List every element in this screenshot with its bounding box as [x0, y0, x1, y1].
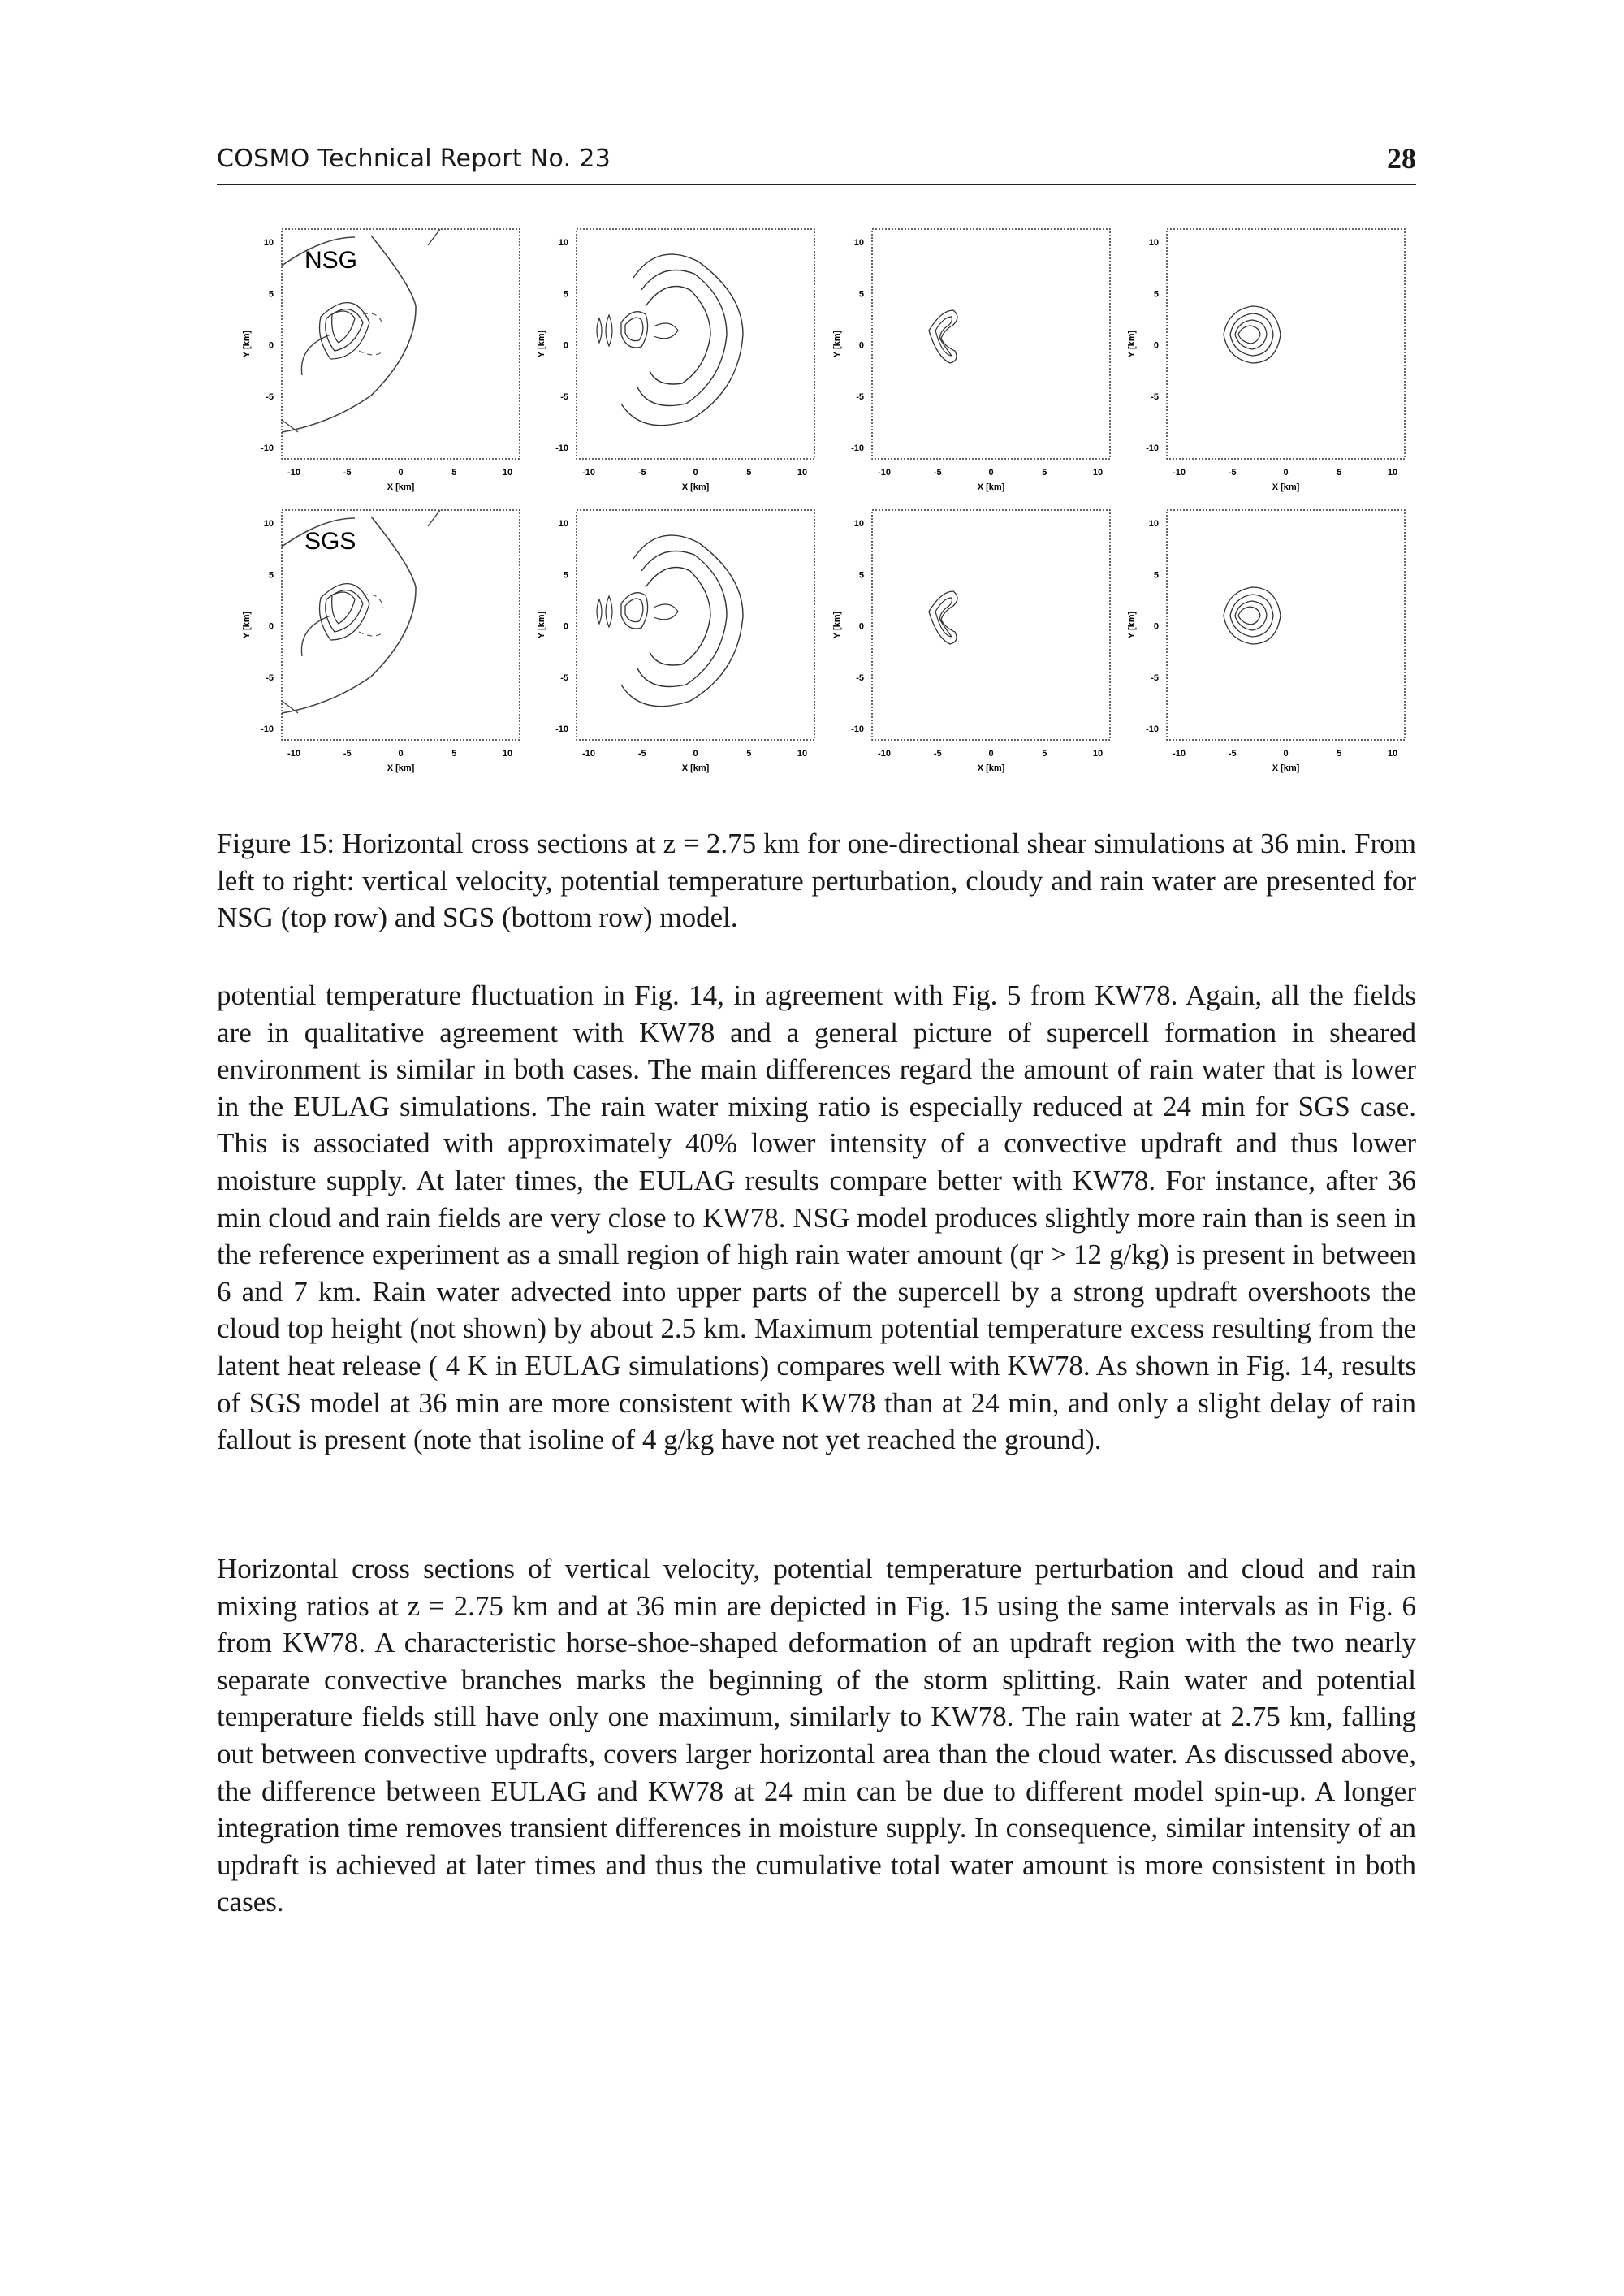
- x-tick-label: -5: [1228, 468, 1237, 478]
- figure-15: [217, 219, 1416, 804]
- x-tick-label: -10: [1173, 749, 1186, 759]
- x-tick-label: 5: [746, 468, 752, 478]
- contour-panel: [242, 229, 520, 492]
- x-axis-label: X [km]: [977, 763, 1005, 773]
- x-tick-label: 5: [746, 749, 752, 759]
- panel-frame: [872, 510, 1110, 740]
- x-tick-label: 0: [693, 749, 698, 759]
- y-tick-label: -10: [261, 724, 274, 734]
- y-tick-label: -10: [555, 443, 568, 453]
- contour-panel: [537, 510, 814, 773]
- x-tick-label: 0: [1283, 468, 1289, 478]
- x-tick-label: -5: [1228, 749, 1237, 759]
- y-tick-label: -10: [555, 724, 568, 734]
- y-tick-label: -5: [856, 672, 864, 683]
- x-axis-label: X [km]: [681, 482, 710, 492]
- x-tick-label: -5: [343, 468, 352, 478]
- panel-frame: [1167, 510, 1405, 740]
- y-tick-label: 0: [268, 621, 274, 632]
- x-axis-label: X [km]: [1272, 482, 1300, 492]
- y-axis-label: Y [km]: [1127, 611, 1137, 639]
- y-tick-label: 0: [1153, 621, 1159, 632]
- y-axis-label: Y [km]: [832, 611, 842, 639]
- x-tick-label: 0: [398, 468, 404, 478]
- x-tick-label: 10: [502, 468, 513, 478]
- x-tick-label: 5: [1337, 749, 1342, 759]
- figure-caption: Figure 15: Horizontal cross sections at z = 2.75 km for one-directional shear simulations at 36 min. From left to right: vertical velocity, potential temperature perturbation, cloudy and rain water are presented for NSG (top row) and SGS (bottom row) model.: [217, 828, 1416, 934]
- x-tick-label: 10: [1092, 468, 1104, 478]
- y-tick-label: 0: [858, 621, 864, 632]
- y-tick-label: -10: [1146, 724, 1159, 734]
- body-paragraph: Horizontal cross sections of vertical velocity, potential temperature perturbation and cloud and rain mixing ratios at z = 2.75 km and at 36 min are depicted in Fig. 15 using the same intervals as in Fig. 6 from KW78. A characteristic horse-shoe-shaped deformation of an updraft region with the two nearly separate convective branches marks the beginning of the storm splitting. Rain water and potential temperature fields still have only one maximum, similarly to KW78. The rain water at 2.75 km, falling out between convective updrafts, covers larger horizontal area than the cloud water. As discussed above, the difference between EULAG and KW78 at 24 min can be due to different model spin-up. A longer integration time removes transient differences in moisture supply. In consequence, similar intensity of an updraft is achieved at later times and thus the cumulative total water amount is more consistent in both cases.: [217, 1553, 1416, 1918]
- contour-panel: [537, 229, 814, 492]
- y-tick-label: 0: [268, 340, 274, 351]
- contour-lines: [1224, 306, 1281, 363]
- contour-lines: [929, 591, 957, 644]
- y-tick-label: -5: [1151, 391, 1159, 402]
- x-tick-label: 5: [451, 749, 457, 759]
- y-tick-label: 5: [1153, 289, 1159, 300]
- y-tick-label: -10: [261, 443, 274, 453]
- y-tick-label: 10: [558, 238, 568, 248]
- x-tick-label: 0: [398, 749, 404, 759]
- contour-panel: [832, 510, 1110, 773]
- y-axis-label: Y [km]: [537, 611, 546, 639]
- y-tick-label: 5: [563, 289, 568, 300]
- x-tick-label: -5: [637, 468, 646, 478]
- panel-frame: [577, 510, 814, 740]
- running-title: COSMO Technical Report No. 23: [217, 145, 611, 173]
- x-tick-label: -5: [933, 749, 942, 759]
- y-tick-label: 0: [563, 621, 568, 632]
- panel-frame: [872, 229, 1110, 459]
- y-tick-label: 0: [563, 340, 568, 351]
- contour-lines: [1224, 587, 1281, 644]
- x-axis-label: X [km]: [681, 763, 710, 773]
- y-tick-label: 10: [853, 238, 864, 248]
- x-tick-label: -10: [1173, 468, 1186, 478]
- contour-lines: [597, 254, 743, 426]
- y-axis-label: Y [km]: [1127, 330, 1137, 358]
- y-tick-label: -5: [266, 391, 274, 402]
- x-tick-label: 5: [1337, 468, 1342, 478]
- x-tick-label: 0: [988, 468, 994, 478]
- x-axis-label: X [km]: [1272, 763, 1300, 773]
- x-tick-label: 10: [1092, 749, 1104, 759]
- y-tick-label: -5: [266, 672, 274, 683]
- x-tick-label: 10: [1387, 468, 1398, 478]
- y-axis-label: Y [km]: [242, 330, 252, 358]
- y-tick-label: -5: [856, 391, 864, 402]
- contour-panel: [1127, 510, 1405, 773]
- y-tick-label: 5: [268, 289, 274, 300]
- x-tick-label: 5: [451, 468, 457, 478]
- x-tick-label: 10: [1387, 749, 1398, 759]
- y-tick-label: -5: [1151, 672, 1159, 683]
- panel-frame: [1167, 229, 1405, 459]
- contour-lines: [929, 310, 957, 363]
- x-axis-label: X [km]: [977, 482, 1005, 492]
- x-tick-label: -5: [933, 468, 942, 478]
- y-tick-label: -10: [1146, 443, 1159, 453]
- y-tick-label: 10: [263, 238, 274, 248]
- x-tick-label: 5: [1042, 468, 1047, 478]
- y-axis-label: Y [km]: [242, 611, 252, 639]
- x-tick-label: -10: [287, 749, 300, 759]
- y-axis-label: Y [km]: [832, 330, 842, 358]
- y-tick-label: 5: [1153, 570, 1159, 581]
- x-axis-label: X [km]: [387, 482, 415, 492]
- page-number: 28: [1387, 142, 1416, 175]
- y-tick-label: 10: [853, 519, 864, 529]
- y-tick-label: 10: [558, 519, 568, 529]
- contour-panel: [242, 510, 520, 773]
- x-tick-label: -5: [637, 749, 646, 759]
- x-tick-label: 0: [693, 468, 698, 478]
- row-label: NSG: [304, 247, 358, 274]
- x-tick-label: 0: [988, 749, 994, 759]
- panel-frame: [577, 229, 814, 459]
- y-tick-label: 10: [1148, 519, 1159, 529]
- x-tick-label: -5: [343, 749, 352, 759]
- row-label: SGS: [304, 528, 356, 555]
- y-tick-label: 0: [858, 340, 864, 351]
- y-tick-label: 10: [263, 519, 274, 529]
- x-tick-label: -10: [287, 468, 300, 478]
- y-tick-label: 5: [858, 289, 864, 300]
- y-tick-label: -5: [560, 672, 568, 683]
- x-tick-label: 10: [502, 749, 513, 759]
- x-tick-label: 5: [1042, 749, 1047, 759]
- y-axis-label: Y [km]: [537, 330, 546, 358]
- x-tick-label: 10: [797, 749, 808, 759]
- y-tick-label: 5: [858, 570, 864, 581]
- contour-panels: [217, 219, 1416, 804]
- y-tick-label: 10: [1148, 238, 1159, 248]
- y-tick-label: 0: [1153, 340, 1159, 351]
- x-tick-label: 0: [1283, 749, 1289, 759]
- x-tick-label: 10: [797, 468, 808, 478]
- x-tick-label: -10: [582, 749, 595, 759]
- contour-lines: [597, 535, 743, 707]
- contour-panel: [832, 229, 1110, 492]
- body-paragraph: potential temperature fluctuation in Fig. 14, in agreement with Fig. 5 from KW78. Again, all the fields are in qualitative agreement with KW78 and a general picture of supercell formation in sheared environment is similar in both cases. The main differences regard the amount of rain water that is lower in the EULAG simulations. The rain water mixing ratio is especially reduced at 24 min for SGS case. This is associated with approximately 40% lower intensity of a convective updraft and thus lower moisture supply. At later times, the EULAG results compare better with KW78. For instance, after 36 min cloud and rain fields are very close to KW78. NSG model produces slightly more rain than is seen in the reference experiment as a small region of high rain water amount (qr > 12 g/kg) is present in between 6 and 7 km. Rain water advected into upper parts of the supercell by a strong updraft overshoots the cloud top height (not shown) by about 2.5 km. Maximum potential temperature excess resulting from the latent heat release ( 4 K in EULAG simulations) compares well with KW78. As shown in Fig. 14, results of SGS model at 36 min are more consistent with KW78 than at 24 min, and only a slight delay of rain fallout is present (note that isoline of 4 g/kg have not yet reached the ground).: [217, 979, 1416, 1456]
- x-tick-label: -10: [878, 749, 891, 759]
- contour-panel: [1127, 229, 1405, 492]
- page-header: [217, 142, 1416, 185]
- y-tick-label: -10: [851, 443, 864, 453]
- y-tick-label: 5: [563, 570, 568, 581]
- x-tick-label: -10: [878, 468, 891, 478]
- y-tick-label: -10: [851, 724, 864, 734]
- y-tick-label: 5: [268, 570, 274, 581]
- x-axis-label: X [km]: [387, 763, 415, 773]
- y-tick-label: -5: [560, 391, 568, 402]
- x-tick-label: -10: [582, 468, 595, 478]
